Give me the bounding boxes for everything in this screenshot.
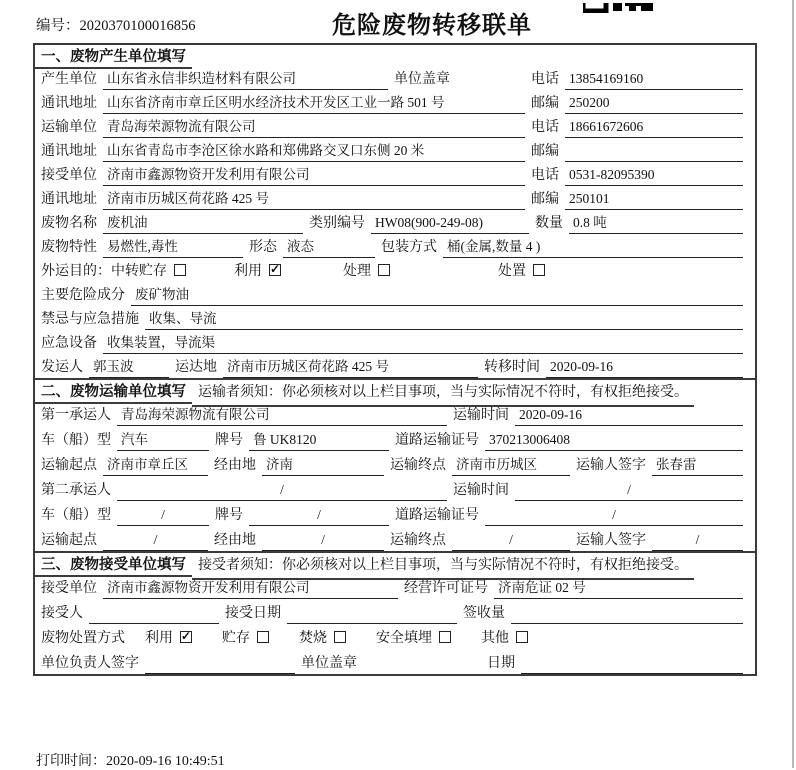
spacer: [357, 673, 487, 674]
receipt-date: [287, 609, 457, 624]
transporter-row-label-2: 电话: [531, 120, 559, 135]
section-producer-title: 一、废物产生单位填写: [35, 46, 192, 69]
waste-name-row-label-0: 废物名称: [41, 216, 97, 231]
disposal-incinerate-checkbox-label: 焚烧: [299, 631, 327, 646]
recipient-row-label-2: 接受日期: [225, 606, 281, 621]
waste-name-row: [35, 210, 755, 234]
transporter-row-label-0: 运输单位: [41, 120, 97, 135]
receiver-row: [35, 162, 755, 186]
purpose-treat-checkbox: [343, 260, 390, 282]
document-number-label: 编号：: [36, 18, 80, 34]
recipient-row: [35, 599, 755, 624]
first-route-row: [35, 451, 755, 476]
waste-category-code: HW08(900-249-08): [371, 215, 529, 234]
second-vehicle-row: [35, 501, 755, 526]
receiving-unit-row-label-0: 接受单位: [41, 581, 97, 596]
business-license-no: 济南危证 02 号: [494, 576, 743, 599]
second-route-row-label-4: 运输终点: [390, 533, 446, 548]
section-producer: [35, 45, 755, 378]
packing-method: 桶(金属,数量 4 ): [443, 235, 743, 258]
first-road-permit-no: 370213006408: [485, 432, 743, 451]
second-road-permit-no: /: [485, 507, 743, 526]
section-receiver-title: 三、废物接受单位填写: [35, 554, 192, 577]
first-route-row-label-2: 经由地: [214, 458, 256, 473]
print-time: [36, 750, 225, 770]
first-route-row-label-0: 运输起点: [41, 458, 97, 473]
purpose-treat-checkbox-label: 处理: [343, 264, 371, 279]
receiving-unit-row-label-2: 经营许可证号: [404, 581, 488, 596]
purpose-utilize-checkbox: [234, 260, 281, 282]
waste-name: 废机油: [103, 211, 303, 234]
contraindication-emergency-measures: 收集、导流: [145, 307, 743, 330]
disposal-other-checkbox-box: [516, 631, 528, 643]
first-route-row-label-6: 运输人签字: [576, 458, 646, 473]
receiver-address-row-label-0: 通讯地址: [41, 192, 97, 207]
consignor-row-label-2: 运达地: [175, 360, 217, 375]
print-time-label: 打印时间：: [36, 754, 106, 769]
transporter-name: 青岛海荣源物流有限公司: [103, 115, 525, 138]
spacer: [528, 648, 749, 649]
purpose-dispose-checkbox: [498, 260, 545, 282]
disposal-method-row: [35, 624, 755, 649]
first-plate-number: 鲁 UK8120: [249, 428, 389, 451]
emergency-equipment-row-label-0: 应急设备: [41, 336, 97, 351]
qr-code-partial-icon: [583, 0, 657, 10]
producer-phone: 13854169160: [565, 71, 743, 90]
destination: 济南市历城区荷花路 425 号: [223, 355, 478, 378]
disposal-other-checkbox-label: 其他: [481, 631, 509, 646]
disposal-landfill-checkbox-box: [439, 631, 451, 643]
producer-address: 山东省济南市章丘区明水经济技术开发区工业一路 501 号: [103, 91, 525, 114]
disposal-landfill-checkbox-label: 安全填埋: [376, 631, 432, 646]
recipient-row-label-4: 签收量: [463, 606, 505, 621]
disposal-incinerate-checkbox: [299, 627, 346, 649]
disposal-landfill-checkbox: [376, 627, 451, 649]
receiver-row-label-2: 电话: [531, 168, 559, 183]
producer-seal-label: 单位盖章: [394, 72, 450, 87]
consignor-row-label-4: 转移时间: [484, 360, 540, 375]
emergency-equipment-row: [35, 330, 755, 354]
spacer: [450, 89, 531, 90]
receiving-unit-row: [35, 574, 755, 599]
spacer: [125, 648, 145, 649]
second-plate-number: /: [249, 507, 389, 526]
first-vehicle-row-label-4: 道路运输证号: [395, 433, 479, 448]
disposal-storage-checkbox-box: [257, 631, 269, 643]
disposal-incinerate-checkbox-box: [334, 631, 346, 643]
receiver-postcode: 250101: [565, 191, 743, 210]
receiver-name: 济南市鑫源物资开发利用有限公司: [103, 163, 525, 186]
disposal-other-checkbox: [481, 627, 528, 649]
consignor-row-label-0: 发运人: [41, 360, 83, 375]
second-route-row-label-6: 运输人签字: [576, 533, 646, 548]
second-via: /: [262, 532, 384, 551]
receiver-date: [521, 659, 743, 674]
recipient-row-label-0: 接受人: [41, 606, 83, 621]
transporter-address-row: [35, 138, 755, 162]
first-via: 济南: [262, 453, 384, 476]
first-vehicle-row-label-0: 车（船）型: [41, 433, 111, 448]
spacer: [269, 648, 299, 649]
purpose-transfer-storage-checkbox-label: 中转贮存: [111, 264, 167, 279]
consignor-row: [35, 354, 755, 378]
producer-row-label-4: 电话: [531, 72, 559, 87]
manifest-form: [33, 43, 757, 676]
disposal-utilize-checkbox: [145, 627, 192, 649]
page-title: 危险废物转移联单: [332, 12, 532, 39]
responsible-signature-row: [35, 649, 755, 674]
print-time-value: 2020-09-16 10:49:51: [106, 754, 225, 769]
producer-row-label-0: 产生单位: [41, 72, 97, 87]
first-terminus: 济南市历城区: [452, 453, 570, 476]
first-vehicle-row-label-2: 牌号: [215, 433, 243, 448]
second-vehicle-type: /: [117, 507, 209, 526]
waste-form: 液态: [283, 235, 375, 258]
spacer: [281, 281, 343, 282]
document-number-value: 2020370100016856: [79, 18, 196, 34]
outbound-purpose-row: [35, 258, 755, 282]
transfer-date: 2020-09-16: [546, 359, 743, 378]
second-transport-date: /: [515, 482, 743, 501]
emergency-equipment: 收集装置，导流渠: [103, 331, 743, 354]
waste-name-row-label-4: 数量: [535, 216, 563, 231]
spacer: [186, 281, 234, 282]
responsible-signature-row-label-0: 单位负责人签字: [41, 656, 139, 671]
first-origin: 济南市章丘区: [103, 453, 208, 476]
second-vehicle-row-label-4: 道路运输证号: [395, 508, 479, 523]
receiver-notice: 接受者须知：你必须核对以上栏目事项，当与实际情况不符时，有权拒绝接受。: [192, 552, 694, 580]
receiving-unit-name: 济南市鑫源物资开发利用有限公司: [103, 576, 398, 599]
first-route-row-label-4: 运输终点: [390, 458, 446, 473]
consignor-name: 郭玉波: [89, 355, 169, 378]
spacer: [545, 281, 749, 282]
document-number: [36, 14, 196, 35]
producer-row: [35, 66, 755, 90]
spacer: [346, 648, 376, 649]
producer-address-row-label-2: 邮编: [531, 96, 559, 111]
disposal-utilize-checkbox-box: [180, 631, 192, 643]
purpose-dispose-checkbox-box: [533, 264, 545, 276]
first-vehicle-row: [35, 426, 755, 451]
disposal-storage-checkbox: [222, 627, 269, 649]
transporter-address: 山东省青岛市李沧区徐水路和郑佛路交叉口东侧 20 米: [103, 139, 525, 162]
disposal-storage-checkbox-label: 贮存: [222, 631, 250, 646]
purpose-dispose-checkbox-label: 处置: [498, 264, 526, 279]
section-transport: [35, 378, 755, 551]
transporter-notice: 运输者须知：你必须核对以上栏目事项，当与实际情况不符时，有权拒绝接受。: [192, 379, 694, 407]
main-hazard-row: [35, 282, 755, 306]
second-vehicle-row-label-0: 车（船）型: [41, 508, 111, 523]
first-carrier-name: 青岛海荣源物流有限公司: [117, 403, 447, 426]
received-quantity: [511, 609, 743, 624]
emergency-measures-row-label-0: 禁忌与应急措施: [41, 312, 139, 327]
receiver-row-label-0: 接受单位: [41, 168, 97, 183]
waste-characteristics-row-label-2: 形态: [249, 240, 277, 255]
second-carrier-signature: /: [652, 532, 743, 551]
second-route-row: [35, 526, 755, 551]
waste-characteristics-row-label-4: 包装方式: [381, 240, 437, 255]
page-edge-line: [792, 0, 794, 768]
spacer: [451, 648, 481, 649]
first-carrier-row-label-2: 运输时间: [453, 408, 509, 423]
section-receiver: [35, 551, 755, 674]
transporter-address-row-label-0: 通讯地址: [41, 144, 97, 159]
main-hazard-row-label-0: 主要危险成分: [41, 288, 125, 303]
disposal-method-row-label-0: 废物处置方式: [41, 631, 125, 646]
responsible-person-signature: [145, 659, 295, 674]
disposal-utilize-checkbox-label: 利用: [145, 631, 173, 646]
waste-quantity: 0.8 吨: [569, 211, 743, 234]
purpose-utilize-checkbox-label: 利用: [234, 264, 262, 279]
producer-name: 山东省永信非织造材料有限公司: [103, 67, 388, 90]
first-vehicle-type: 汽车: [117, 428, 209, 451]
section-transport-title: 二、废物运输单位填写: [35, 381, 192, 404]
recipient-name: [89, 609, 219, 624]
second-carrier-row: [35, 476, 755, 501]
waste-name-row-label-2: 类别编号: [309, 216, 365, 231]
producer-address-row-label-0: 通讯地址: [41, 96, 97, 111]
first-transport-date: 2020-09-16: [515, 407, 743, 426]
purpose-utilize-checkbox-box: [269, 264, 281, 276]
spacer: [192, 648, 222, 649]
waste-characteristics-row: [35, 234, 755, 258]
waste-characteristics-row-label-0: 废物特性: [41, 240, 97, 255]
receiver-address-row-label-2: 邮编: [531, 192, 559, 207]
receiver-address-row: [35, 186, 755, 210]
second-origin: /: [103, 532, 208, 551]
transporter-postcode: [565, 147, 743, 162]
transporter-address-row-label-2: 邮编: [531, 144, 559, 159]
purpose-transfer-storage-checkbox: [111, 260, 186, 282]
receiver-seal-label: 单位盖章: [301, 656, 357, 671]
second-carrier-name: /: [117, 482, 447, 501]
waste-characteristics: 易燃性,毒性: [103, 235, 243, 258]
first-carrier-row-label-0: 第一承运人: [41, 408, 111, 423]
purpose-transfer-storage-checkbox-box: [174, 264, 186, 276]
main-hazardous-component: 废矿物油: [131, 283, 743, 306]
spacer: [390, 281, 498, 282]
purpose-treat-checkbox-box: [378, 264, 390, 276]
transporter-phone: 18661672606: [565, 119, 743, 138]
second-carrier-row-label-2: 运输时间: [453, 483, 509, 498]
first-carrier-signature: 张春雷: [652, 453, 743, 476]
receiver-phone: 0531-82095390: [565, 167, 743, 186]
emergency-measures-row: [35, 306, 755, 330]
transporter-row: [35, 114, 755, 138]
responsible-signature-row-label-4: 日期: [487, 656, 515, 671]
second-route-row-label-2: 经由地: [214, 533, 256, 548]
producer-postcode: 250200: [565, 95, 743, 114]
second-carrier-row-label-0: 第二承运人: [41, 483, 111, 498]
outbound-purpose-row-label-0: 外运目的：: [41, 264, 111, 279]
second-vehicle-row-label-2: 牌号: [215, 508, 243, 523]
producer-address-row: [35, 90, 755, 114]
second-route-row-label-0: 运输起点: [41, 533, 97, 548]
receiver-address: 济南市历城区荷花路 425 号: [103, 187, 525, 210]
second-terminus: /: [452, 532, 570, 551]
